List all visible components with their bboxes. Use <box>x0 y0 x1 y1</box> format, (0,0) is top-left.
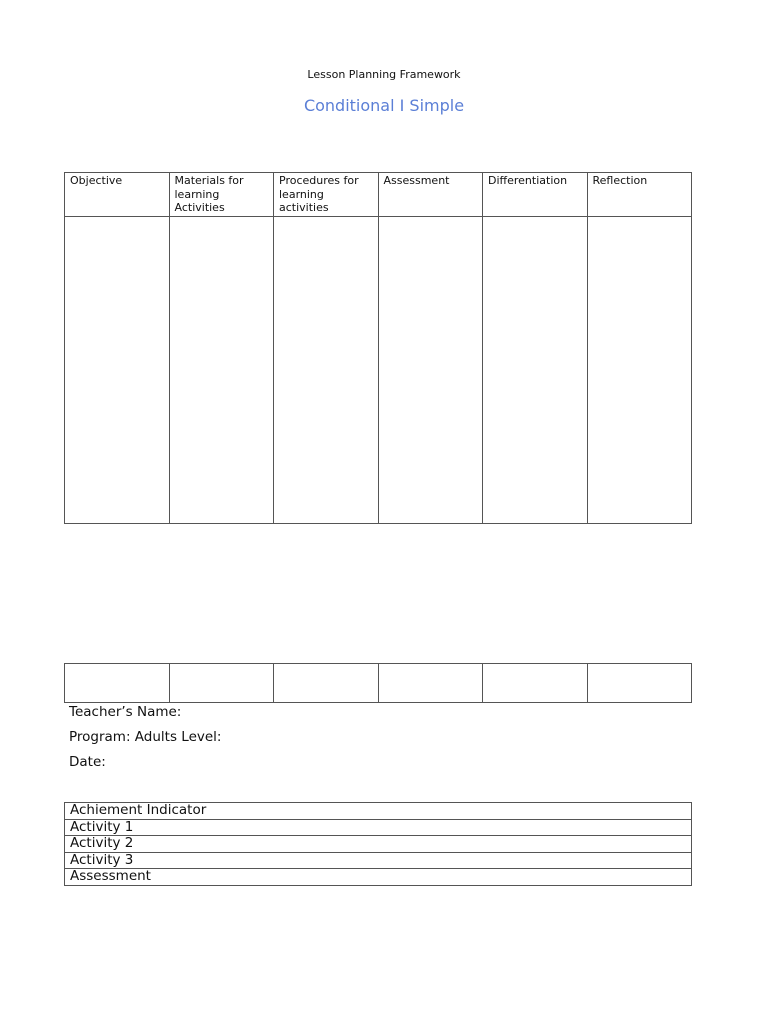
blank-cell[interactable] <box>587 664 692 703</box>
column-header-assessment: Assessment <box>378 173 483 217</box>
indicator-row-activity-2: Activity 2 <box>65 836 692 853</box>
table-body-row <box>65 216 692 523</box>
indicator-row-assessment: Assessment <box>65 869 692 886</box>
blank-cell[interactable] <box>378 664 483 703</box>
column-header-procedures: Procedures for learning activities <box>274 173 379 217</box>
table-row <box>65 869 692 886</box>
objective-cell[interactable] <box>65 216 170 523</box>
table-row <box>65 852 692 869</box>
indicator-table <box>64 802 692 886</box>
table-row <box>65 836 692 853</box>
lesson-subtitle: Conditional I Simple <box>303 96 465 115</box>
column-header-reflection: Reflection <box>587 173 692 217</box>
table-row <box>65 664 692 703</box>
date-label: Date: <box>69 754 106 770</box>
blank-cell[interactable] <box>483 664 588 703</box>
differentiation-cell[interactable] <box>483 216 588 523</box>
page-title: Lesson Planning Framework <box>307 68 461 81</box>
indicator-row-achievement: Achiement Indicator <box>65 803 692 820</box>
column-header-differentiation: Differentiation <box>483 173 588 217</box>
table-row <box>65 803 692 820</box>
blank-cell[interactable] <box>274 664 379 703</box>
teacher-name-label: Teacher’s Name: <box>69 704 182 720</box>
blank-cell[interactable] <box>65 664 170 703</box>
lesson-plan-table <box>64 172 692 524</box>
assessment-cell[interactable] <box>378 216 483 523</box>
reflection-cell[interactable] <box>587 216 692 523</box>
indicator-row-activity-3: Activity 3 <box>65 852 692 869</box>
table-row <box>65 819 692 836</box>
column-header-objective: Objective <box>65 173 170 217</box>
column-header-materials: Materials for learning Activities <box>169 173 274 217</box>
table-header-row <box>65 173 692 217</box>
procedures-cell[interactable] <box>274 216 379 523</box>
materials-cell[interactable] <box>169 216 274 523</box>
indicator-row-activity-1: Activity 1 <box>65 819 692 836</box>
blank-cell[interactable] <box>169 664 274 703</box>
blank-row-table <box>64 663 692 703</box>
program-level-label: Program: Adults Level: <box>69 729 222 745</box>
